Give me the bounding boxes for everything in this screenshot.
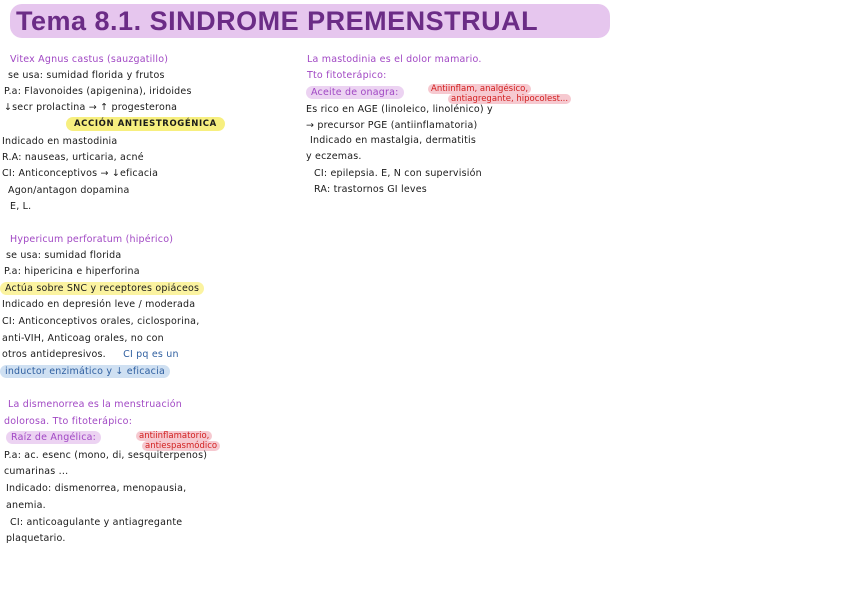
onagra-effect-1 xyxy=(428,84,531,94)
onagra-effect-1-text: Antiinflam, analgésico, xyxy=(428,84,531,94)
hypericum-line-1: se usa: sumidad florida xyxy=(6,250,122,261)
hypericum-line-5: anti-VIH, Anticoag orales, no con xyxy=(2,333,164,344)
angelica-effect-1 xyxy=(136,431,212,441)
dismenorrea-line-4: anemia. xyxy=(6,500,46,511)
mastodinia-line-3: Indicado en mastalgia, dermatitis xyxy=(310,135,476,146)
dismenorrea-line-6: plaquetario. xyxy=(6,533,66,544)
dismenorrea-line-5: CI: anticoagulante y antiagregante xyxy=(10,517,183,528)
dismenorrea-heading-1: La dismenorrea es la menstruación xyxy=(8,399,182,410)
mastodinia-line-4: y eczemas. xyxy=(306,151,362,162)
vitex-line-6: CI: Anticonceptivos → ↓eficacia xyxy=(2,168,159,179)
inductor-line xyxy=(0,365,170,378)
inductor-inline: CI pq es un xyxy=(123,349,179,360)
vitex-line-8: E, L. xyxy=(10,201,32,212)
dismenorrea-line-2: cumarinas ... xyxy=(4,466,69,477)
angelica-remedy: Raíz de Angélica: xyxy=(6,431,101,444)
vitex-line-2: P.a: Flavonoides (apigenina), iridoides xyxy=(4,86,192,97)
snc-highlight: Actúa sobre SNC y receptores opiáceos xyxy=(0,282,204,295)
mastodinia-line-2: → precursor PGE (antiinflamatoria) xyxy=(306,120,478,131)
dismenorrea-heading-2: dolorosa. Tto fitoterápico: xyxy=(4,416,133,427)
vitex-line-3: ↓secr prolactina → ↑ progesterona xyxy=(4,102,178,113)
onagra-effect-2-text: antiagregante, hipocolest... xyxy=(448,94,571,104)
inductor-highlight: inductor enzimático y ↓ eficacia xyxy=(0,365,170,378)
onagra-remedy: Aceite de onagra: xyxy=(306,86,404,99)
vitex-line-7: Agon/antagon dopamina xyxy=(8,185,130,196)
vitex-line-5: R.A: nauseas, urticaria, acné xyxy=(2,152,144,163)
page-title: Tema 8.1. SINDROME PREMENSTRUAL xyxy=(16,6,539,36)
hypericum-line-2: P.a: hipericina e hiperforina xyxy=(4,266,140,277)
vitex-heading: Vitex Agnus castus (sauzgatillo) xyxy=(10,54,169,65)
mastodinia-heading-2: Tto fitoterápico: xyxy=(307,70,387,81)
hypericum-heading: Hypericum perforatum (hipérico) xyxy=(10,234,174,245)
hypericum-line-3: Indicado en depresión leve / moderada xyxy=(2,299,196,310)
mastodinia-ci: CI: epilepsia. E, N con supervisión xyxy=(314,168,482,179)
angelica-effect-1-text: antiinflamatorio, xyxy=(136,431,212,441)
hypericum-line-4: CI: Anticonceptivos orales, ciclosporina, xyxy=(2,316,200,327)
hypericum-line-6 xyxy=(2,348,179,361)
mastodinia-line-1: Es rico en AGE (linoleico, linolénico) y xyxy=(306,104,493,115)
vitex-line-1: se usa: sumidad florida y frutos xyxy=(8,70,165,81)
dismenorrea-line-3: Indicado: dismenorrea, menopausia, xyxy=(6,483,187,494)
mastodinia-ra: RA: trastornos GI leves xyxy=(314,184,427,195)
onagra-line xyxy=(306,86,404,99)
hypericum-highlight-line xyxy=(0,282,204,295)
angelica-effect-2-text: antiespasmódico xyxy=(142,441,220,451)
hypericum-line-6-text: otros antidepresivos. xyxy=(2,349,106,360)
mastodinia-heading-1: La mastodinia es el dolor mamario. xyxy=(307,54,482,65)
vitex-line-4: Indicado en mastodinia xyxy=(2,136,118,147)
dismenorrea-line-1: P.a: ac. esenc (mono, di, sesquiterpenos) xyxy=(4,450,208,461)
angelica-line xyxy=(6,431,101,444)
antiestrogenic-badge: ACCIÓN ANTIESTROGÉNICA xyxy=(66,117,225,131)
